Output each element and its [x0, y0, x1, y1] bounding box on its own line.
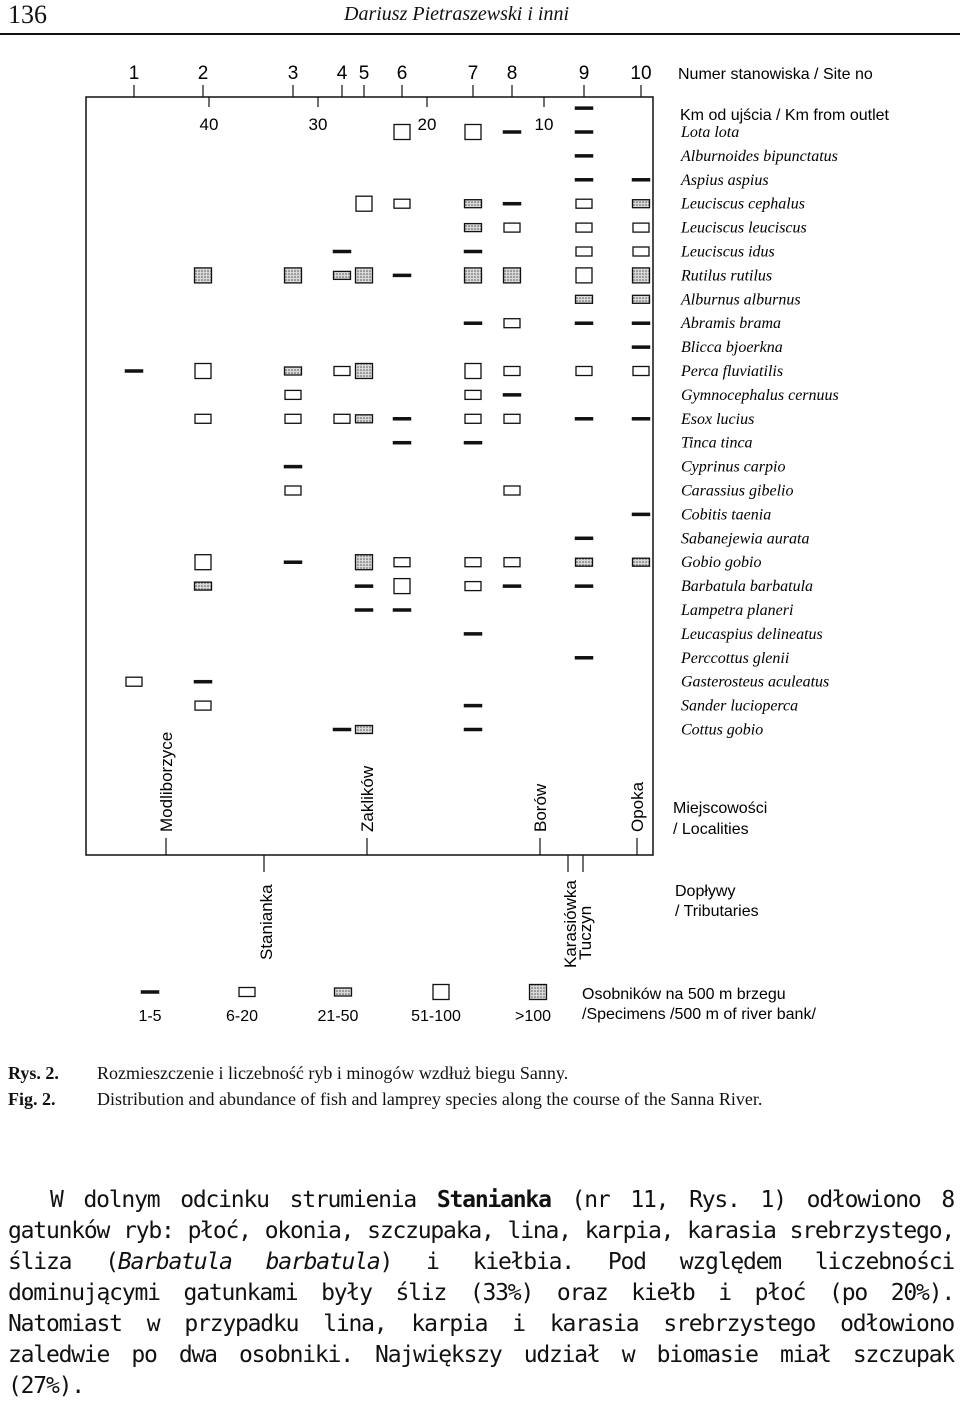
site-number: 8 — [506, 63, 518, 84]
abundance-mark — [576, 247, 592, 256]
header-rule — [0, 33, 960, 35]
localities — [157, 732, 647, 855]
species-label: Lampetra planeri — [681, 602, 794, 619]
abundance-mark — [195, 414, 211, 423]
abundance-mark — [333, 728, 351, 731]
site-number: 3 — [287, 63, 299, 84]
site-number: 10 — [630, 63, 652, 84]
abundance-mark — [576, 223, 592, 232]
abundance-mark — [464, 632, 482, 635]
abundance-mark — [465, 390, 481, 399]
abundance-mark — [393, 417, 411, 420]
locality-label: Opoka — [628, 781, 647, 832]
species-label: Perccottus glenii — [681, 649, 790, 667]
abundance-mark — [285, 414, 301, 423]
abundance-mark — [465, 582, 481, 591]
species-label: Alburnus alburnus — [681, 291, 801, 309]
caption-label-pl: Rys. 2. — [8, 1063, 59, 1083]
abundance-mark — [195, 582, 212, 590]
species-label: Cyprinus carpio — [681, 458, 786, 476]
abundance-mark — [285, 268, 302, 283]
species-label: Tinca tinca — [681, 434, 753, 452]
legend-swatch — [239, 988, 255, 997]
caption-text-en: Distribution and abundance of fish and lamprey species along the course of the Sanna River. — [97, 1089, 763, 1109]
species-label: Gobio gobio — [681, 554, 762, 572]
abundance-mark — [356, 415, 373, 423]
abundance-mark — [195, 701, 211, 710]
abundance-mark — [394, 199, 410, 208]
tributaries — [257, 855, 595, 968]
site-ticks — [134, 85, 641, 97]
abundance-mark — [356, 726, 373, 734]
localities-label-pl: Miejscowości — [673, 800, 768, 817]
km-labels — [200, 97, 554, 134]
abundance-mark — [465, 125, 481, 140]
abundance-mark — [393, 441, 411, 444]
km-label: 40 — [199, 115, 219, 134]
species-label: Barbatula barbatula — [681, 578, 814, 596]
abundance-mark — [356, 364, 373, 379]
abundance-mark — [504, 414, 520, 423]
legend-title-en: /Specimens /500 m of river bank/ — [582, 1006, 816, 1023]
abundance-mark — [355, 609, 373, 612]
tributary-label: Karasiówka — [561, 880, 580, 968]
abundance-mark — [465, 364, 481, 379]
legend-label: 21-50 — [317, 1008, 359, 1025]
abundance-mark — [575, 656, 593, 659]
body-paragraph: W dolnym odcinku strumienia Stanianka (nr 11, Rys. 1) odłowiono 8 gatunków ryb: płoć, okonia, szczupaka, lina, karpia, karasia srebrzystego, śliza (Barbatula barbatula) i kiełbia. Pod względem liczebności dominującymi gatunkami były śliz (33%) oraz kiełb i płoć (po 20%). Natomiast w przypadku lina, karpia i karasia srebrzystego odłowiono zaledwie po dwa osobniki. Największy udział w biomasie miał szczupak (27%). — [8, 1187, 955, 1399]
abundance-mark — [575, 322, 593, 325]
species-label: Blicca bjoerkna — [681, 339, 783, 357]
abundance-mark — [284, 561, 302, 564]
legend-label: 6-20 — [225, 1008, 259, 1025]
tributaries-label-en: / Tributaries — [675, 903, 759, 920]
abundance-mark — [504, 223, 520, 232]
legend — [138, 985, 551, 1026]
abundance-mark — [393, 609, 411, 612]
abundance-mark — [503, 585, 521, 588]
abundance-mark — [503, 202, 521, 205]
abundance-mark — [633, 367, 649, 376]
abundance-mark — [632, 417, 650, 420]
abundance-mark — [195, 555, 211, 570]
localities-label-en: / Localities — [673, 821, 749, 838]
species-label: Leuciscus cephalus — [681, 195, 805, 213]
abundance-mark — [194, 680, 212, 683]
species-label: Abramis brama — [681, 315, 782, 333]
abundance-mark — [503, 393, 521, 396]
species-label: Alburnoides bipunctatus — [681, 147, 838, 165]
abundance-mark — [632, 513, 650, 516]
abundance-mark — [575, 107, 593, 110]
running-header-authors: Dariusz Pietraszewski i inni — [344, 3, 570, 25]
tributary-label: Stanianka — [257, 884, 276, 960]
locality-label: Modliborzyce — [157, 731, 176, 832]
abundance-mark — [464, 441, 482, 444]
abundance-mark — [503, 131, 521, 134]
caption-label-en: Fig. 2. — [8, 1089, 56, 1109]
site-numbers — [129, 63, 652, 84]
legend-swatch — [433, 985, 449, 1000]
site-number: 2 — [197, 63, 209, 84]
locality-label: Zaklików — [358, 765, 377, 832]
abundance-marks — [125, 107, 650, 734]
abundance-mark — [575, 154, 593, 157]
species-label: Sander lucioperca — [681, 697, 799, 715]
abundance-mark — [633, 247, 649, 256]
km-label: 30 — [308, 115, 328, 134]
abundance-mark — [632, 346, 650, 349]
abundance-mark — [575, 131, 593, 134]
tributaries-label-pl: Dopływy — [675, 883, 736, 900]
abundance-mark — [195, 268, 212, 283]
abundance-mark — [464, 250, 482, 253]
abundance-mark — [465, 200, 482, 208]
abundance-mark — [633, 558, 650, 566]
abundance-mark — [334, 367, 350, 376]
abundance-mark — [333, 250, 351, 253]
legend-label: 51-100 — [411, 1008, 461, 1025]
abundance-mark — [465, 414, 481, 423]
species-label: Leuciscus leuciscus — [681, 219, 807, 237]
legend-label: >100 — [514, 1008, 552, 1025]
abundance-mark — [464, 728, 482, 731]
species-label: Cobitis taenia — [681, 506, 772, 524]
abundance-mark — [393, 274, 411, 277]
tributary-label: Tuczyn — [576, 905, 595, 960]
abundance-mark — [126, 677, 142, 686]
species-label: Aspius aspius — [681, 171, 769, 189]
abundance-mark — [334, 414, 350, 423]
abundance-mark — [576, 295, 593, 303]
species-label: Leucaspius delineatus — [681, 625, 823, 643]
abundance-mark — [355, 585, 373, 588]
abundance-mark — [125, 370, 143, 373]
abundance-mark — [575, 537, 593, 540]
abundance-mark — [465, 224, 482, 232]
abundance-mark — [576, 558, 593, 566]
abundance-mark — [284, 465, 302, 468]
abundance-mark — [464, 322, 482, 325]
abundance-mark — [633, 295, 650, 303]
species-label: Gymnocephalus cernuus — [681, 386, 839, 404]
abundance-mark — [633, 200, 650, 208]
site-number: 5 — [358, 63, 370, 84]
km-label: 20 — [417, 115, 437, 134]
caption-text-pl: Rozmieszczenie i liczebność ryb i minogów wzdłuż biegu Sanny. — [97, 1063, 569, 1083]
legend-swatch — [141, 991, 159, 994]
abundance-mark — [633, 223, 649, 232]
abundance-mark — [394, 558, 410, 567]
species-label: Perca fluviatilis — [681, 363, 784, 380]
legend-title-pl: Osobników na 500 m brzegu — [582, 986, 786, 1003]
legend-swatch — [335, 988, 352, 996]
abundance-mark — [195, 364, 211, 379]
abundance-mark — [504, 268, 521, 283]
abundance-mark — [356, 196, 372, 211]
site-number: 6 — [396, 63, 408, 84]
site-number: 7 — [467, 63, 479, 84]
species-label: Leuciscus idus — [681, 243, 775, 261]
abundance-mark — [356, 268, 373, 283]
abundance-mark — [632, 322, 650, 325]
abundance-mark — [356, 555, 373, 570]
site-number: 4 — [336, 63, 348, 84]
abundance-mark — [504, 486, 520, 495]
legend-swatch — [530, 985, 547, 1000]
species-label: Sabanejewia aurata — [681, 530, 810, 548]
species-label: Lota lota — [681, 124, 740, 141]
species-label: Rutilus rutilus — [681, 267, 773, 285]
abundance-mark — [465, 558, 481, 567]
site-number: 9 — [578, 63, 590, 84]
species-label: Esox lucius — [681, 410, 755, 428]
abundance-mark — [575, 178, 593, 181]
legend-label: 1-5 — [138, 1008, 162, 1025]
abundance-mark — [394, 125, 410, 140]
abundance-mark — [633, 268, 650, 283]
species-label: Gasterosteus aculeatus — [681, 673, 830, 691]
abundance-mark — [504, 319, 520, 328]
site-number: 1 — [128, 63, 140, 84]
site-axis-label: Numer stanowiska / Site no — [678, 66, 873, 83]
abundance-mark — [464, 704, 482, 707]
abundance-mark — [394, 579, 410, 594]
distribution-figure — [0, 40, 960, 1040]
page-number: 136 — [8, 0, 47, 29]
species-label: Cottus gobio — [681, 721, 764, 739]
km-axis-label: Km od ujścia / Km from outlet — [680, 107, 889, 124]
abundance-mark — [285, 367, 302, 375]
locality-label: Borów — [531, 783, 550, 832]
species-label: Carassius gibelio — [681, 482, 794, 500]
km-label: 10 — [534, 115, 554, 134]
abundance-mark — [576, 367, 592, 376]
abundance-mark — [575, 417, 593, 420]
species-labels — [680, 124, 839, 739]
abundance-mark — [285, 486, 301, 495]
abundance-mark — [285, 390, 301, 399]
abundance-mark — [334, 271, 351, 279]
abundance-mark — [465, 268, 482, 283]
abundance-mark — [576, 268, 592, 283]
abundance-mark — [575, 585, 593, 588]
abundance-mark — [504, 558, 520, 567]
abundance-mark — [504, 367, 520, 376]
abundance-mark — [576, 199, 592, 208]
abundance-mark — [632, 178, 650, 181]
